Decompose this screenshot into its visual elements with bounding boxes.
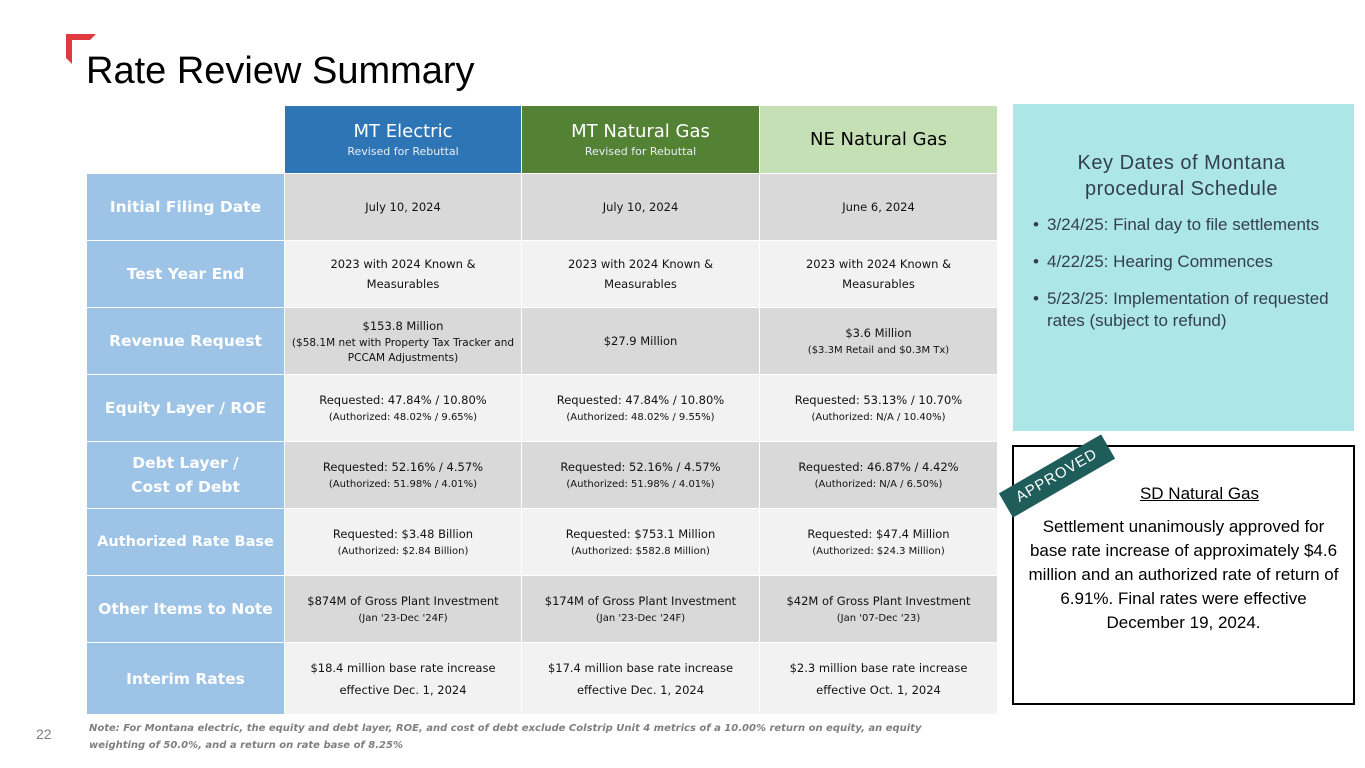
cell-main: Requested: 53.13% / 10.70% xyxy=(794,393,963,407)
table-header-row xyxy=(87,106,997,174)
table-row-equity-layer-roe xyxy=(87,375,997,442)
table-cell xyxy=(522,442,760,509)
table-cell xyxy=(760,375,997,442)
row-label: Authorized Rate Base xyxy=(87,509,285,576)
cell-sub: (Authorized: N/A / 10.40%) xyxy=(811,412,946,423)
row-label: Interim Rates xyxy=(87,643,285,715)
cell-main: $27.9 Million xyxy=(603,334,678,348)
table-cell xyxy=(760,576,997,643)
column-header-mt-natural-gas xyxy=(522,106,760,174)
cell-main: Requested: $3.48 Billion xyxy=(332,527,474,541)
table-row-authorized-rate-base xyxy=(87,509,997,576)
table-cell xyxy=(285,241,522,308)
column-header-name: NE Natural Gas xyxy=(809,128,948,150)
page-number: 22 xyxy=(36,726,52,742)
cell-main: $3.6 Million xyxy=(845,326,912,340)
cell-sub: (Jan '07-Dec '23) xyxy=(836,613,921,624)
table-row-test-year-end xyxy=(87,241,997,308)
cell-sub: (Authorized: $582.8 Million) xyxy=(571,546,710,557)
cell-sub: (Authorized: 51.98% / 4.01%) xyxy=(328,479,478,490)
table-cell xyxy=(522,174,760,241)
column-header-subtitle: Revised for Rebuttal xyxy=(584,144,697,158)
key-dates-title: Key Dates of Montana procedural Schedule xyxy=(1077,152,1286,200)
cell-main: Requested: $753.1 Million xyxy=(565,527,716,541)
column-header-name: MT Natural Gas xyxy=(571,120,710,142)
table-cell xyxy=(285,643,522,715)
row-label: Other Items to Note xyxy=(87,576,285,643)
cell-sub: (Authorized: $24.3 Million) xyxy=(812,546,945,557)
approved-stamp: APPROVED xyxy=(999,434,1115,517)
table-cell xyxy=(760,509,997,576)
cell-sub: (Authorized: 48.02% / 9.55%) xyxy=(566,412,715,423)
table-cell xyxy=(285,442,522,509)
table-cell xyxy=(285,308,522,375)
row-label: Equity Layer / ROE xyxy=(87,375,285,442)
list-item: • 5/23/25: Implementation of requested rates (subject to refund) xyxy=(1033,288,1330,332)
table-cell xyxy=(285,576,522,643)
sd-natural-gas-body: Settlement unanimously approved for base rate increase of approximately $4.6 million and an authorized rate of return of 6.91%. Final rates were effective December 19, 2024. xyxy=(1028,517,1339,632)
cell-main: 2023 with 2024 Known & Measurables xyxy=(805,257,952,291)
table-row-interim-rates xyxy=(87,643,997,715)
cell-main: Requested: 46.87% / 4.42% xyxy=(798,460,959,474)
cell-sub: (Jan '23-Dec '24F) xyxy=(358,613,448,624)
table-cell xyxy=(285,375,522,442)
table-row-initial-filing-date xyxy=(87,174,997,241)
table-cell xyxy=(522,643,760,715)
cell-sub: (Authorized: N/A / 6.50%) xyxy=(814,479,943,490)
cell-main: $17.4 million base rate increase effective Dec. 1, 2024 xyxy=(547,660,734,697)
table-row-other-items xyxy=(87,576,997,643)
cell-sub: ($3.3M Retail and $0.3M Tx) xyxy=(807,345,950,356)
cell-main: $174M of Gross Plant Investment xyxy=(544,594,737,608)
sd-natural-gas-title: SD Natural Gas xyxy=(1139,484,1260,503)
cell-main: July 10, 2024 xyxy=(365,200,441,214)
cell-main: July 10, 2024 xyxy=(602,200,679,214)
cell-sub: (Authorized: 48.02% / 9.65%) xyxy=(328,412,478,423)
cell-main: June 6, 2024 xyxy=(842,200,915,214)
table-cell xyxy=(522,308,760,375)
cell-main: 2023 with 2024 Known & Measurables xyxy=(330,257,476,291)
table-cell xyxy=(522,375,760,442)
table-cell xyxy=(285,509,522,576)
cell-main: $18.4 million base rate increase effective Dec. 1, 2024 xyxy=(310,660,496,697)
rate-review-table xyxy=(87,106,997,715)
table-cell xyxy=(760,442,997,509)
list-item: • 4/22/25: Hearing Commences xyxy=(1033,251,1330,273)
cell-main: Requested: 47.84% / 10.80% xyxy=(319,393,487,407)
table-corner-cell xyxy=(87,106,285,174)
key-dates-panel xyxy=(1013,104,1354,431)
cell-main: $2.3 million base rate increase effective Oct. 1, 2024 xyxy=(789,660,968,697)
column-header-name: MT Electric xyxy=(353,120,453,142)
page-title: Rate Review Summary xyxy=(86,50,475,92)
cell-main: 2023 with 2024 Known & Measurables xyxy=(567,257,714,291)
row-label: Revenue Request xyxy=(87,308,285,375)
cell-main: $874M of Gross Plant Investment xyxy=(307,594,499,608)
column-header-ne-natural-gas xyxy=(760,106,997,174)
cell-main: $42M of Gross Plant Investment xyxy=(786,594,971,608)
cell-sub: (Authorized: 51.98% / 4.01%) xyxy=(566,479,715,490)
column-header-subtitle: Revised for Rebuttal xyxy=(347,144,459,158)
cell-main: Requested: $47.4 Million xyxy=(807,527,950,541)
table-cell xyxy=(760,308,997,375)
cell-main: Requested: 47.84% / 10.80% xyxy=(556,393,725,407)
table-cell xyxy=(760,643,997,715)
table-cell xyxy=(285,174,522,241)
row-label xyxy=(87,442,285,509)
table-row-debt-layer xyxy=(87,442,997,509)
table-row-revenue-request xyxy=(87,308,997,375)
row-label-text: Debt Layer / Cost of Debt xyxy=(131,454,240,496)
column-header-mt-electric xyxy=(285,106,522,174)
row-label: Initial Filing Date xyxy=(87,174,285,241)
table-cell xyxy=(522,509,760,576)
cell-sub: (Authorized: $2.84 Billion) xyxy=(337,546,469,557)
row-label: Test Year End xyxy=(87,241,285,308)
footnote: Note: For Montana electric, the equity and debt layer, ROE, and cost of debt exclude Colstrip Unit 4 metrics of a 10.00% return on equity, an equity weighting of 50.0%, and a return on rate base of 8.25% xyxy=(89,723,922,751)
table-cell xyxy=(760,241,997,308)
table-cell xyxy=(522,576,760,643)
cell-main: Requested: 52.16% / 4.57% xyxy=(560,460,721,474)
cell-main: $153.8 Million xyxy=(362,319,444,333)
cell-main: Requested: 52.16% / 4.57% xyxy=(322,460,484,474)
cell-sub: ($58.1M net with Property Tax Tracker and PCCAM Adjustments) xyxy=(291,337,515,364)
cell-sub: (Jan '23-Dec '24F) xyxy=(595,613,686,624)
table-cell xyxy=(522,241,760,308)
key-dates-list xyxy=(1033,214,1330,332)
table-cell xyxy=(760,174,997,241)
list-item: • 3/24/25: Final day to file settlements xyxy=(1033,214,1330,236)
